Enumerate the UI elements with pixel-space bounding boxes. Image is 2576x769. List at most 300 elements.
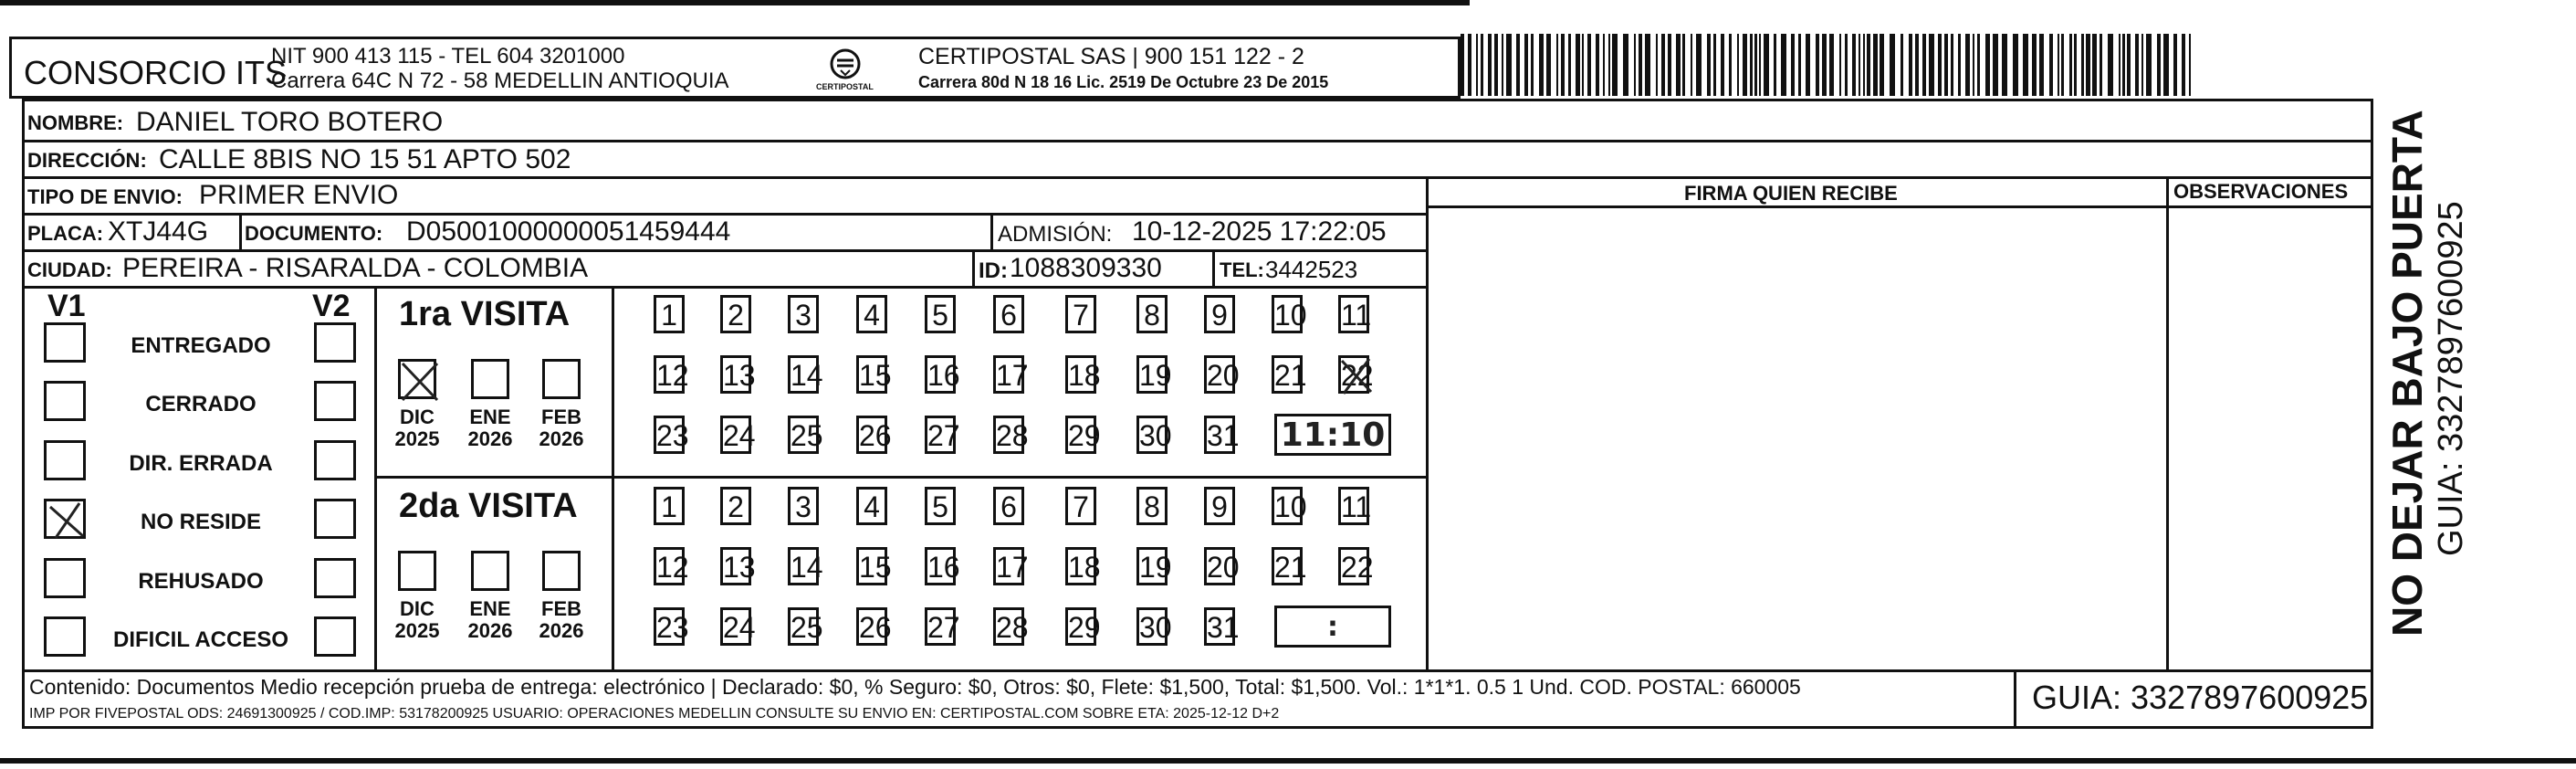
day-box[interactable] — [856, 607, 892, 646]
barcode-bar — [1845, 34, 1848, 96]
month-name: ENE — [469, 597, 511, 620]
documento-label: DOCUMENTO: — [245, 222, 383, 245]
barcode-bar — [1774, 34, 1776, 96]
barcode-bar — [1506, 34, 1512, 96]
day-box[interactable] — [1272, 295, 1307, 333]
barcode-bar — [1929, 34, 1934, 96]
barcode-bar — [2013, 34, 2018, 96]
day-number: 30 — [1139, 419, 1172, 452]
top-edge — [0, 0, 1470, 5]
barcode-bar — [1576, 34, 1580, 96]
month-name: FEB — [541, 406, 581, 428]
day-box[interactable] — [654, 547, 689, 585]
barcode-bar — [2122, 34, 2125, 96]
day-number: 18 — [1068, 551, 1101, 584]
barcode-bar — [1707, 34, 1711, 96]
months-days-line — [612, 286, 614, 669]
month-year: 2026 — [539, 619, 584, 643]
day-box[interactable] — [720, 547, 756, 585]
barcode-bar — [1668, 34, 1671, 96]
day-number: 20 — [1207, 359, 1240, 392]
barcode-bar — [2182, 34, 2185, 96]
footer-guia: GUIA: 3327897600925 — [2032, 679, 2369, 716]
barcode-bar — [1468, 34, 1471, 96]
day-number: 22 — [1341, 551, 1374, 584]
barcode-bar — [2163, 34, 2169, 96]
tel-divider — [1212, 249, 1215, 286]
barcode-bar — [1993, 34, 1998, 96]
day-number: 8 — [1144, 299, 1160, 332]
status-v1-checkbox[interactable] — [44, 616, 86, 657]
barcode-bar — [1556, 34, 1558, 96]
day-number: 8 — [1144, 490, 1160, 523]
status-v2-checkbox[interactable] — [314, 499, 356, 539]
day-box[interactable] — [993, 295, 1024, 333]
visit-title: 1ra VISITA — [399, 295, 571, 333]
month-checkbox[interactable] — [542, 551, 581, 591]
day-box[interactable] — [1065, 607, 1101, 646]
day-box[interactable] — [1065, 547, 1101, 585]
barcode — [1461, 34, 2191, 96]
barcode-bar — [1656, 34, 1658, 96]
day-box[interactable] — [993, 547, 1029, 585]
month-label — [385, 598, 449, 642]
day-box[interactable] — [993, 487, 1024, 525]
barcode-bar — [1743, 34, 1747, 96]
day-number: 30 — [1139, 611, 1172, 644]
barcode-bar — [1781, 34, 1786, 96]
barcode-bar — [1461, 34, 1464, 96]
day-box[interactable] — [1136, 295, 1168, 333]
day-box[interactable] — [654, 416, 689, 454]
barcode-bar — [1488, 34, 1492, 96]
month-label — [529, 406, 593, 450]
day-number: 21 — [1274, 359, 1307, 392]
day-number: 31 — [1207, 419, 1240, 452]
day-number: 7 — [1073, 490, 1089, 523]
barcode-bar — [1676, 34, 1681, 96]
day-box[interactable] — [856, 295, 887, 333]
barcode-bar — [1985, 34, 1990, 96]
day-number: 28 — [996, 419, 1029, 452]
day-box[interactable] — [788, 607, 823, 646]
day-number: 6 — [1000, 490, 1017, 523]
day-box[interactable] — [925, 607, 960, 646]
status-v2-checkbox[interactable] — [314, 558, 356, 598]
day-box[interactable] — [654, 487, 685, 525]
barcode-bar — [2074, 34, 2077, 96]
placa-divider — [239, 213, 242, 249]
month-name: DIC — [400, 597, 435, 620]
day-box[interactable] — [1338, 295, 1372, 333]
day-box[interactable] — [1204, 416, 1240, 454]
day-number: 3 — [795, 299, 812, 332]
barcode-bar — [1524, 34, 1528, 96]
barcode-bar — [1721, 34, 1724, 96]
day-box[interactable] — [925, 416, 960, 454]
barcode-bar — [1958, 34, 1961, 96]
barcode-bar — [1839, 34, 1841, 96]
barcode-bar — [1965, 34, 1970, 96]
day-number: 25 — [791, 611, 823, 644]
visit-divider — [374, 476, 1426, 479]
day-number: 20 — [1207, 551, 1240, 584]
barcode-bar — [2002, 34, 2007, 96]
status-v1-checkbox[interactable] — [44, 440, 86, 480]
time-value: : — [1327, 611, 1338, 643]
day-box[interactable] — [654, 355, 689, 394]
barcode-bar — [1531, 34, 1534, 96]
day-box[interactable] — [1065, 295, 1096, 333]
day-number: 1 — [661, 490, 677, 523]
day-box[interactable] — [1204, 607, 1240, 646]
day-box[interactable] — [788, 547, 823, 585]
day-box[interactable] — [1338, 547, 1374, 585]
month-year: 2026 — [539, 427, 584, 451]
barcode-bar — [2100, 34, 2102, 96]
barcode-bar — [1852, 34, 1856, 96]
direccion-label: DIRECCIÓN: — [27, 149, 147, 172]
tel-value: 3442523 — [1265, 256, 1358, 283]
barcode-bar — [1639, 34, 1642, 96]
status-v1-checkbox[interactable] — [44, 381, 86, 421]
day-box[interactable] — [1204, 547, 1240, 585]
day-number: 12 — [656, 359, 689, 392]
day-box[interactable] — [720, 607, 756, 646]
barcode-bar — [1546, 34, 1551, 96]
day-box[interactable] — [720, 416, 756, 454]
day-number: 31 — [1207, 611, 1240, 644]
footer-contenido: Contenido: Documentos Medio recepción prueba de entrega: electrónico | Declarado: $0, % Seguro: $0, Otros: $0, Flete: $1,500, Total: $1,500. Vol.: 1*1*1. 0.5 1 Und. COD. POSTAL: 660005 — [29, 675, 1801, 699]
row-line-2 — [22, 176, 2373, 179]
day-number: 1 — [661, 299, 677, 332]
day-number: 21 — [1274, 551, 1307, 584]
row-line-5 — [22, 286, 1428, 289]
day-box[interactable] — [925, 547, 960, 585]
day-number: 14 — [791, 551, 823, 584]
barcode-bar — [2141, 34, 2143, 96]
guia-divider — [2014, 669, 2016, 729]
month-label — [385, 406, 449, 450]
barcode-bar — [1634, 34, 1636, 96]
row-line-1 — [22, 140, 2373, 142]
status-label: REHUSADO — [138, 569, 264, 594]
day-box[interactable] — [1272, 547, 1307, 585]
day-box[interactable] — [1204, 355, 1240, 394]
nombre-label: NOMBRE: — [27, 111, 124, 134]
day-number: 6 — [1000, 299, 1017, 332]
day-number: 4 — [864, 299, 880, 332]
day-box[interactable] — [1204, 295, 1235, 333]
day-number: 3 — [795, 490, 812, 523]
checkmark-x-icon — [1338, 355, 1375, 397]
barcode-bar — [1737, 34, 1739, 96]
day-box[interactable] — [993, 607, 1029, 646]
day-box[interactable] — [788, 416, 823, 454]
observaciones-area[interactable] — [2170, 209, 2372, 669]
barcode-bar — [1582, 34, 1584, 96]
barcode-bar — [1890, 34, 1895, 96]
day-box[interactable] — [1136, 487, 1168, 525]
month-year: 2025 — [394, 619, 440, 643]
barcode-bar — [1596, 34, 1599, 96]
day-number: 5 — [932, 490, 948, 523]
certipostal-logo — [816, 44, 874, 95]
barcode-bar — [1661, 34, 1665, 96]
day-box[interactable] — [993, 416, 1029, 454]
day-number: 29 — [1068, 611, 1101, 644]
day-box[interactable] — [1136, 416, 1172, 454]
day-number: 24 — [723, 611, 756, 644]
month-year: 2026 — [467, 619, 513, 643]
admision-label: ADMISIÓN: — [998, 222, 1113, 247]
barcode-bar — [1603, 34, 1605, 96]
barcode-bar — [1806, 34, 1810, 96]
day-number: 10 — [1274, 490, 1307, 523]
barcode-bar — [1791, 34, 1795, 96]
month-checkbox[interactable] — [398, 359, 436, 399]
barcode-bar — [1798, 34, 1801, 96]
v2-label: V2 — [312, 289, 351, 323]
id-label: ID: — [979, 258, 1008, 283]
barcode-bar — [1539, 34, 1544, 96]
month-checkbox[interactable] — [542, 359, 581, 399]
address-line: Carrera 64C N 72 - 58 MEDELLIN ANTIOQUIA — [271, 68, 729, 93]
day-number: 22 — [1341, 359, 1374, 392]
day-box[interactable] — [925, 355, 960, 394]
barcode-bar — [2157, 34, 2161, 96]
status-label: DIFICIL ACCESO — [112, 627, 288, 652]
status-v2-checkbox[interactable] — [314, 322, 356, 363]
day-number: 10 — [1274, 299, 1307, 332]
barcode-bar — [2069, 34, 2072, 96]
barcode-bar — [2039, 34, 2044, 96]
day-box[interactable] — [720, 487, 751, 525]
barcode-bar — [1481, 34, 1483, 96]
day-number: 5 — [932, 299, 948, 332]
barcode-bar — [2086, 34, 2090, 96]
status-v2-checkbox[interactable] — [314, 381, 356, 421]
day-number: 23 — [656, 419, 689, 452]
barcode-bar — [1922, 34, 1926, 96]
barcode-bar — [1696, 34, 1702, 96]
documento-value: D05001000000051459444 — [406, 216, 731, 247]
company-name: CONSORCIO ITS — [24, 54, 288, 91]
checkmark-x-icon — [401, 362, 439, 402]
barcode-bar — [1729, 34, 1732, 96]
v1-label: V1 — [47, 289, 86, 323]
barcode-bar — [1973, 34, 1974, 96]
month-name: FEB — [541, 597, 581, 620]
time-box[interactable] — [1274, 414, 1391, 456]
barcode-bar — [1587, 34, 1591, 96]
status-v1-checkbox[interactable] — [44, 322, 86, 363]
barcode-bar — [1822, 34, 1827, 96]
barcode-bar — [1494, 34, 1498, 96]
day-box[interactable] — [1065, 487, 1096, 525]
barcode-bar — [1880, 34, 1884, 96]
month-name: ENE — [469, 406, 511, 428]
day-number: 9 — [1211, 299, 1228, 332]
day-box[interactable] — [856, 416, 892, 454]
barcode-bar — [1612, 34, 1618, 96]
barcode-bar — [1909, 34, 1912, 96]
barcode-bar — [1691, 34, 1692, 96]
barcode-bar — [2092, 34, 2097, 96]
day-box[interactable] — [1338, 487, 1372, 525]
certipostal-line: CERTIPOSTAL SAS | 900 151 122 - 2 — [918, 44, 1304, 69]
day-number: 18 — [1068, 359, 1101, 392]
barcode-bar — [1829, 34, 1834, 96]
admision-divider — [990, 213, 993, 249]
barcode-bar — [1816, 34, 1819, 96]
day-box[interactable] — [788, 295, 819, 333]
side-warning: NO DEJAR BAJO PUERTA — [2383, 110, 2431, 637]
time-box[interactable] — [1274, 606, 1391, 648]
barcode-bar — [1938, 34, 1942, 96]
month-name: DIC — [400, 406, 435, 428]
day-box[interactable] — [1204, 487, 1235, 525]
day-number: 26 — [859, 611, 892, 644]
day-number: 27 — [927, 611, 960, 644]
day-number: 11 — [1341, 299, 1372, 332]
day-number: 11 — [1341, 490, 1372, 523]
day-number: 2 — [728, 299, 744, 332]
nombre-value: DANIEL TORO BOTERO — [136, 107, 444, 137]
day-number: 4 — [864, 490, 880, 523]
day-box[interactable] — [856, 547, 892, 585]
day-box[interactable] — [788, 355, 823, 394]
id-value: 1088309330 — [1010, 253, 1162, 283]
day-box[interactable] — [925, 487, 956, 525]
day-number: 25 — [791, 419, 823, 452]
barcode-bar — [2127, 34, 2131, 96]
firma-area[interactable] — [1429, 209, 2165, 669]
nit-line: NIT 900 413 115 - TEL 604 3201000 — [271, 44, 625, 68]
barcode-bar — [2119, 34, 2120, 96]
barcode-bar — [1944, 34, 1948, 96]
day-box[interactable] — [1136, 547, 1172, 585]
barcode-bar — [1561, 34, 1565, 96]
barcode-bar — [2108, 34, 2113, 96]
firma-header-line — [1426, 205, 2373, 208]
barcode-bar — [1873, 34, 1878, 96]
day-number: 13 — [723, 551, 756, 584]
barcode-bar — [1951, 34, 1953, 96]
footer-imp: IMP POR FIVEPOSTAL ODS: 24691300925 / COD.IMP: 53178200925 USUARIO: OPERACIONES MEDELLIN CONSULTE SU ENVIO EN: CERTIPOSTAL.COM SOBRE ETA: 2025-12-12 D+2 — [29, 706, 1280, 722]
placa-value: XTJ44G — [108, 216, 209, 247]
day-box[interactable] — [1136, 355, 1172, 394]
day-number: 2 — [728, 490, 744, 523]
day-number: 27 — [927, 419, 960, 452]
barcode-bar — [1915, 34, 1919, 96]
direccion-value: CALLE 8BIS NO 15 51 APTO 502 — [159, 144, 571, 174]
day-number: 17 — [996, 551, 1029, 584]
logo-caption: CERTIPOSTAL — [816, 82, 874, 91]
barcode-bar — [2081, 34, 2084, 96]
barcode-bar — [1764, 34, 1769, 96]
day-number: 17 — [996, 359, 1029, 392]
barcode-bar — [1476, 34, 1478, 96]
day-box[interactable] — [1065, 416, 1101, 454]
ciudad-value: PEREIRA - RISARALDA - COLOMBIA — [122, 253, 589, 283]
day-number: 19 — [1139, 359, 1172, 392]
license-line: Carrera 80d N 18 16 Lic. 2519 De Octubre 23 De 2015 — [918, 73, 1329, 91]
month-checkbox[interactable] — [398, 551, 436, 591]
observaciones-header: OBSERVACIONES — [2173, 180, 2349, 203]
day-box[interactable] — [1136, 607, 1172, 646]
day-number: 12 — [656, 551, 689, 584]
day-box[interactable] — [1065, 355, 1101, 394]
day-box[interactable] — [788, 487, 819, 525]
barcode-bar — [2146, 34, 2152, 96]
day-box[interactable] — [856, 355, 892, 394]
status-label: DIR. ERRADA — [129, 451, 273, 476]
barcode-bar — [1645, 34, 1650, 96]
day-box[interactable] — [993, 355, 1029, 394]
barcode-bar — [1608, 34, 1610, 96]
barcode-bar — [2061, 34, 2064, 96]
day-number: 7 — [1073, 299, 1089, 332]
visit-title: 2da VISITA — [399, 487, 578, 525]
barcode-bar — [1867, 34, 1870, 96]
barcode-bar — [2189, 34, 2191, 96]
month-label — [458, 598, 522, 642]
barcode-bar — [1623, 34, 1628, 96]
barcode-bar — [2023, 34, 2028, 96]
time-value: 11:10 — [1280, 416, 1386, 454]
day-number: 26 — [859, 419, 892, 452]
day-box[interactable] — [1272, 487, 1307, 525]
barcode-bar — [2049, 34, 2053, 96]
day-box[interactable] — [856, 487, 887, 525]
bottom-edge — [0, 758, 2576, 764]
month-checkbox[interactable] — [471, 359, 509, 399]
status-label: NO RESIDE — [140, 510, 262, 534]
barcode-bar — [1502, 34, 1503, 96]
day-number: 15 — [859, 359, 892, 392]
day-box[interactable] — [925, 295, 956, 333]
month-label — [458, 406, 522, 450]
row-line-3 — [22, 213, 1428, 216]
status-v2-checkbox[interactable] — [314, 440, 356, 480]
day-box[interactable] — [654, 607, 689, 646]
day-box[interactable] — [654, 295, 685, 333]
day-number: 13 — [723, 359, 756, 392]
barcode-bar — [1863, 34, 1865, 96]
status-v1-checkbox[interactable] — [44, 499, 86, 539]
status-v1-checkbox[interactable] — [44, 558, 86, 598]
status-v2-checkbox[interactable] — [314, 616, 356, 657]
month-year: 2025 — [394, 427, 440, 451]
id-divider — [972, 249, 975, 286]
day-number: 9 — [1211, 490, 1228, 523]
day-number: 14 — [791, 359, 823, 392]
month-checkbox[interactable] — [471, 551, 509, 591]
row-line-4 — [22, 249, 1428, 252]
day-box[interactable] — [1338, 355, 1374, 394]
barcode-bar — [2173, 34, 2177, 96]
day-number: 15 — [859, 551, 892, 584]
row-line-footer — [22, 669, 2373, 672]
day-box[interactable] — [720, 355, 756, 394]
ciudad-label: CIUDAD: — [27, 258, 112, 281]
side-guia: GUIA: 3327897600925 — [2432, 201, 2470, 556]
barcode-bar — [2135, 34, 2139, 96]
day-box[interactable] — [720, 295, 751, 333]
day-box[interactable] — [1272, 355, 1307, 394]
barcode-bar — [1859, 34, 1860, 96]
